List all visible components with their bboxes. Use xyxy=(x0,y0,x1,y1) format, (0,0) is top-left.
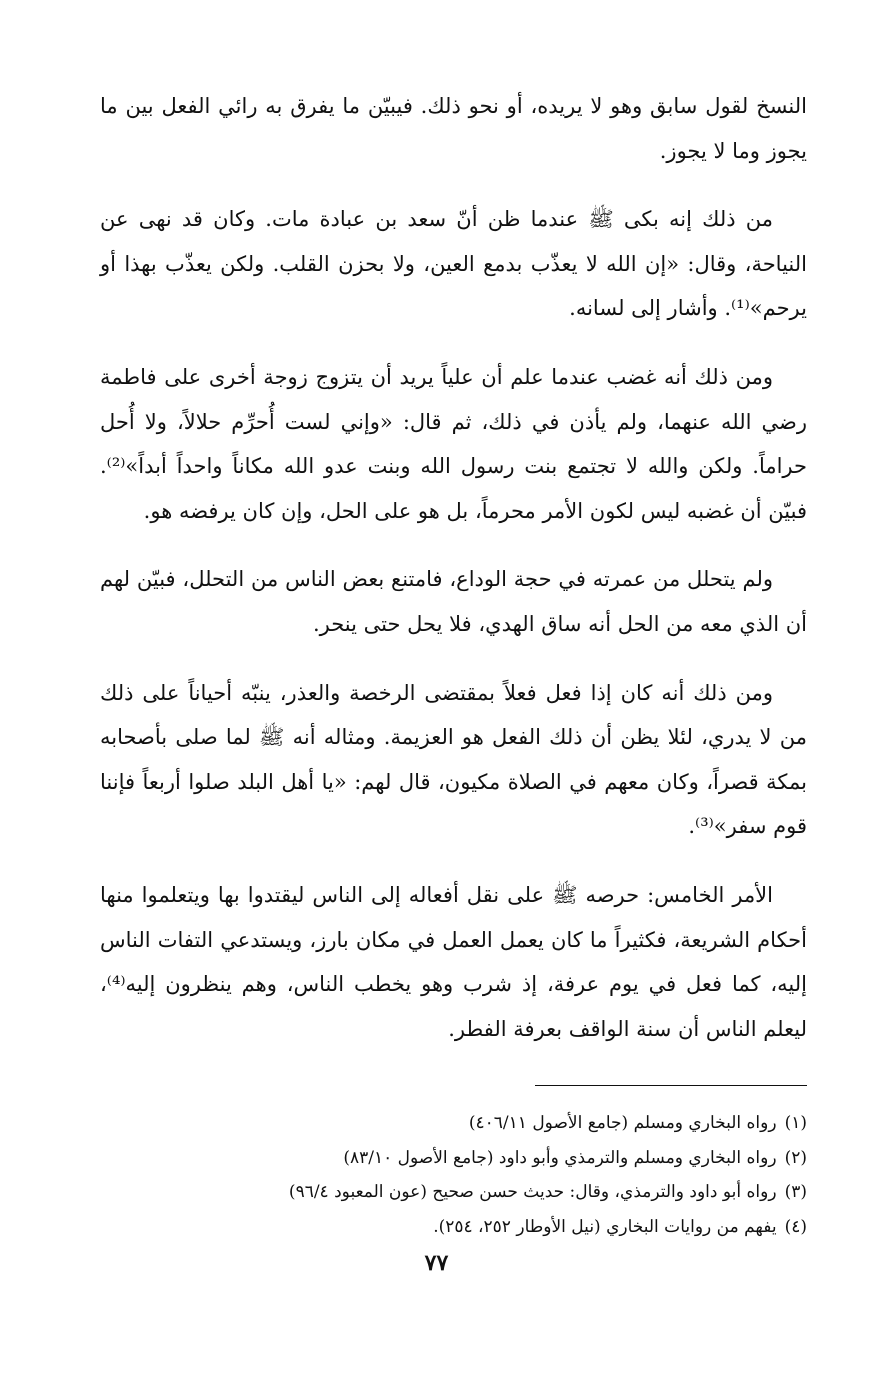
paragraph-2: من ذلك إنه بكى ﷺ عندما ظن أنّ سعد بن عبادة مات. وكان قد نهى عن النياحة، وقال: «إن الله لا يعذّب بدمع العين، ولا بحزن القلب. ولكن يعذّب بهذا أو يرحم»⁽¹⁾. وأشار إلى لسانه. xyxy=(100,207,807,321)
footnote-separator-wrap xyxy=(100,1075,807,1106)
footnote-number: (٤) xyxy=(784,1216,807,1237)
footnote-text: رواه البخاري ومسلم والترمذي وأبو داود (جامع الأصول ٨٣/١٠) xyxy=(343,1147,777,1168)
footnote-text: رواه أبو داود والترمذي، وقال: حديث حسن صحيح (عون المعبود ٩٦/٤) xyxy=(288,1182,777,1203)
footnote-number: (٣) xyxy=(784,1182,807,1203)
footnote-2 xyxy=(100,1141,807,1176)
footnote-1 xyxy=(100,1106,807,1141)
footnote-number: (١) xyxy=(784,1113,807,1134)
footnote-text: رواه البخاري ومسلم (جامع الأصول ٤٠٦/١١) xyxy=(468,1113,777,1134)
paragraph-5: ومن ذلك أنه كان إذا فعل فعلاً بمقتضى الرخصة والعذر، ينبّه أحياناً على ذلك من لا يدري، لئلا يظن أن ذلك الفعل هو العزيمة. ومثاله أنه ﷺ لما صلى بأصحابه بمكة قصراً، وكان معهم في الصلاة مكيون، قال لهم: «يا أهل البلد صلوا أربعاً فإننا قوم سفر»⁽³⁾. xyxy=(100,680,807,839)
footnotes xyxy=(100,1106,807,1244)
footnote-text: يفهم من روايات البخاري (نيل الأوطار ٢٥٢، ٢٥٤). xyxy=(433,1216,777,1237)
footnote-number: (٢) xyxy=(784,1147,807,1168)
footnote-4 xyxy=(100,1210,807,1245)
paragraph-1: النسخ لقول سابق وهو لا يريده، أو نحو ذلك. فيبيّن ما يفرق به رائي الفعل بين ما يجوز وما لا يجوز. xyxy=(100,94,807,163)
paragraph-6: الأمر الخامس: حرصه ﷺ على نقل أفعاله إلى الناس ليقتدوا بها ويتعلموا منها أحكام الشريعة، فكثيراً ما كان يعمل العمل في مكان بارز، ويستدعي التفات الناس إليه، كما فعل في يوم عرفة، إذ شرب وهو يخطب الناس، وهم ينظرون إليه⁽⁴⁾، ليعلم الناس أن سنة الواقف بعرفة الفطر. xyxy=(100,882,807,1041)
footnote-3 xyxy=(100,1175,807,1210)
paragraph-4: ولم يتحلل من عمرته في حجة الوداع، فامتنع بعض الناس من التحلل، فبيّن لهم أن الذي معه من الحل أنه ساق الهدي، فلا يحل حتى ينحر. xyxy=(100,567,807,636)
footnote-separator xyxy=(535,1085,807,1086)
page-number: ٧٧ xyxy=(424,1250,449,1276)
paragraph-3: ومن ذلك أنه غضب عندما علم أن علياً يريد أن يتزوج زوجة أخرى على فاطمة رضي الله عنهما، ولم يأذن في ذلك، ثم قال: «وإني لست أُحرِّم حلالاً، ولا أُحل حراماً. ولكن والله لا تجتمع بنت رسول الله وبنت عدو الله مكاناً واحداً أبداً»⁽²⁾. فبيّن أن غضبه ليس لكون الأمر محرماً، بل هو على الحل، وإن كان يرفضه هو. xyxy=(100,364,807,523)
